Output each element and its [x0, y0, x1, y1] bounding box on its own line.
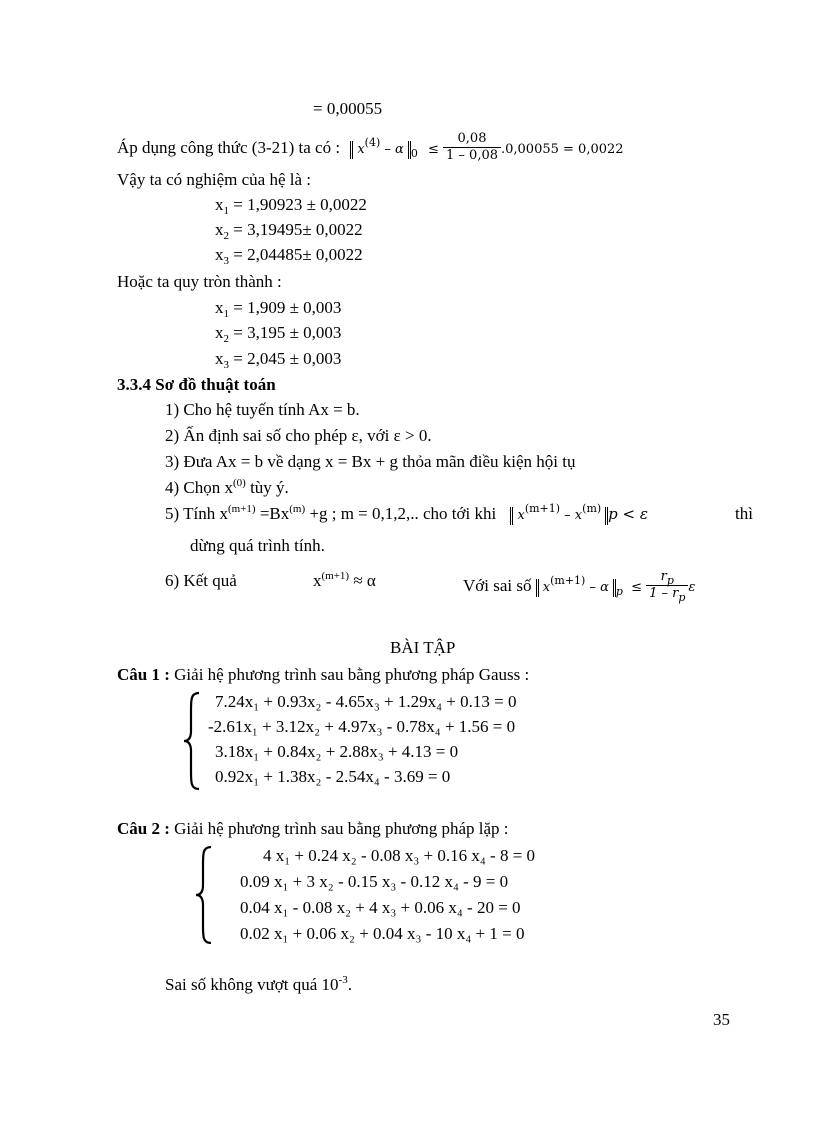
step-5-continued: dừng quá trình tính.	[190, 536, 325, 555]
tolerance-line: Sai số không vượt quá $10^{-3}$.	[165, 974, 352, 994]
q1-row-2: -2.61x₁ + 3.12x₂ + 4.97x₃ - 0.78x₄ + 1.56 = 0	[208, 717, 516, 736]
apply-formula-line	[117, 133, 624, 166]
apply-tail: .0,00055 = 0,0022	[501, 142, 624, 157]
q1-row-3: 3.18x₁ + 0.84x₂ + 2.88x₃ + 4.13 = 0	[215, 742, 459, 761]
q2-row-3: 0.04 x₁ - 0.08 x₂ + 4 x₃ + 0.06 x₄ - 20 = 0	[240, 898, 521, 917]
solution-intro: Vậy ta có nghiệm của hệ là :	[117, 170, 312, 189]
step6-error: Với sai số $x^{(m+1)}$ – α $_p$ ≤ $\frac{r_p}{1 - r_p}$ ε	[463, 569, 696, 604]
fraction: $\frac{0,08}{1 - 0,08}$	[443, 131, 501, 164]
solution-x1: $x_1 = 1,90923 \pm 0,0022$	[215, 195, 367, 217]
q1-brace	[181, 691, 203, 791]
q2-row-4: 0.02 x₁ + 0.06 x₂ + 0.04 x₃ - 10 x₄ + 1 = 0	[240, 924, 525, 943]
step6-result: $x^{(m+1)} \approx \alpha$	[313, 570, 376, 590]
q1-row-1: 7.24x₁ + 0.93x₂ - 4.65x₃ + 1.29x₄ + 0.13 = 0	[215, 692, 517, 711]
q2-row-2: 0.09 x₁ + 3 x₂ - 0.15 x₃ - 0.12 x₄ - 9 = 0	[240, 872, 509, 891]
step6-fraction: $\frac{r_p}{1 - r_p}$	[646, 569, 688, 602]
norm-expression: $x^{(4)}$ – α	[350, 141, 411, 159]
round-intro: Hoặc ta quy tròn thành :	[117, 272, 282, 291]
apply-text: Áp dụng công thức (3-21) ta có :	[117, 138, 341, 157]
step-6: 6) Kết quả	[165, 571, 237, 590]
step-3: 3) Đưa Ax = b về dạng x = Bx + g thỏa mãn điều kiện hội tụ	[165, 452, 576, 471]
step5-end: thì	[735, 504, 753, 523]
question-1: Câu 1 : Giải hệ phương trình sau bằng phương pháp Gauss :	[117, 665, 530, 684]
norm-subscript: 0	[410, 147, 418, 160]
q2-row-1: 4 x₁ + 0.24 x₂ - 0.08 x₃ + 0.16 x₄ - 8 = 0	[263, 846, 536, 865]
step-5: 5) Tính $x^{(m+1)} =Bx^{(m)} +g$ ; m = 0,1,2,.. cho tới khi $x^{(m+1)} - x^{(m)}$ p < ε thì	[165, 502, 753, 523]
question-2: Câu 2 : Giải hệ phương trình sau bằng phương pháp lặp :	[117, 819, 509, 838]
step6-norm: $x^{(m+1)}$ – α	[536, 579, 616, 597]
q2-brace	[193, 845, 215, 945]
exercises-title: BÀI TẬP	[390, 638, 456, 657]
result-line: = 0,00055	[313, 99, 383, 118]
solution-x3: $x_3 = 2,04485\pm 0,0022$	[215, 245, 363, 267]
page-number: 35	[713, 1010, 730, 1029]
rounded-x1: $x_1 = 1,909 \pm 0,003$	[215, 298, 342, 320]
q1-row-4: 0.92x₁ + 1.38x₂ - 2.54x₄ - 3.69 = 0	[215, 767, 451, 786]
step5-norm: $x^{(m+1)} - x^{(m)}$	[510, 507, 608, 525]
step-4: 4) Chọn $x^{(0)}$ tùy ý.	[165, 477, 289, 497]
solution-x2: $x_2 = 3,19495\pm 0,0022$	[215, 220, 363, 242]
step-1: 1) Cho hệ tuyến tính Ax = b.	[165, 400, 360, 419]
leq-symbol: ≤	[427, 142, 439, 157]
step-2: 2) Ấn định sai số cho phép ε, với ε > 0.	[165, 426, 432, 445]
rounded-x2: $x_2 = 3,195 \pm 0,003$	[215, 323, 342, 345]
rounded-x3: $x_3 = 2,045 \pm 0,003$	[215, 349, 342, 371]
section-heading: 3.3.4 Sơ đồ thuật toán	[117, 375, 276, 394]
